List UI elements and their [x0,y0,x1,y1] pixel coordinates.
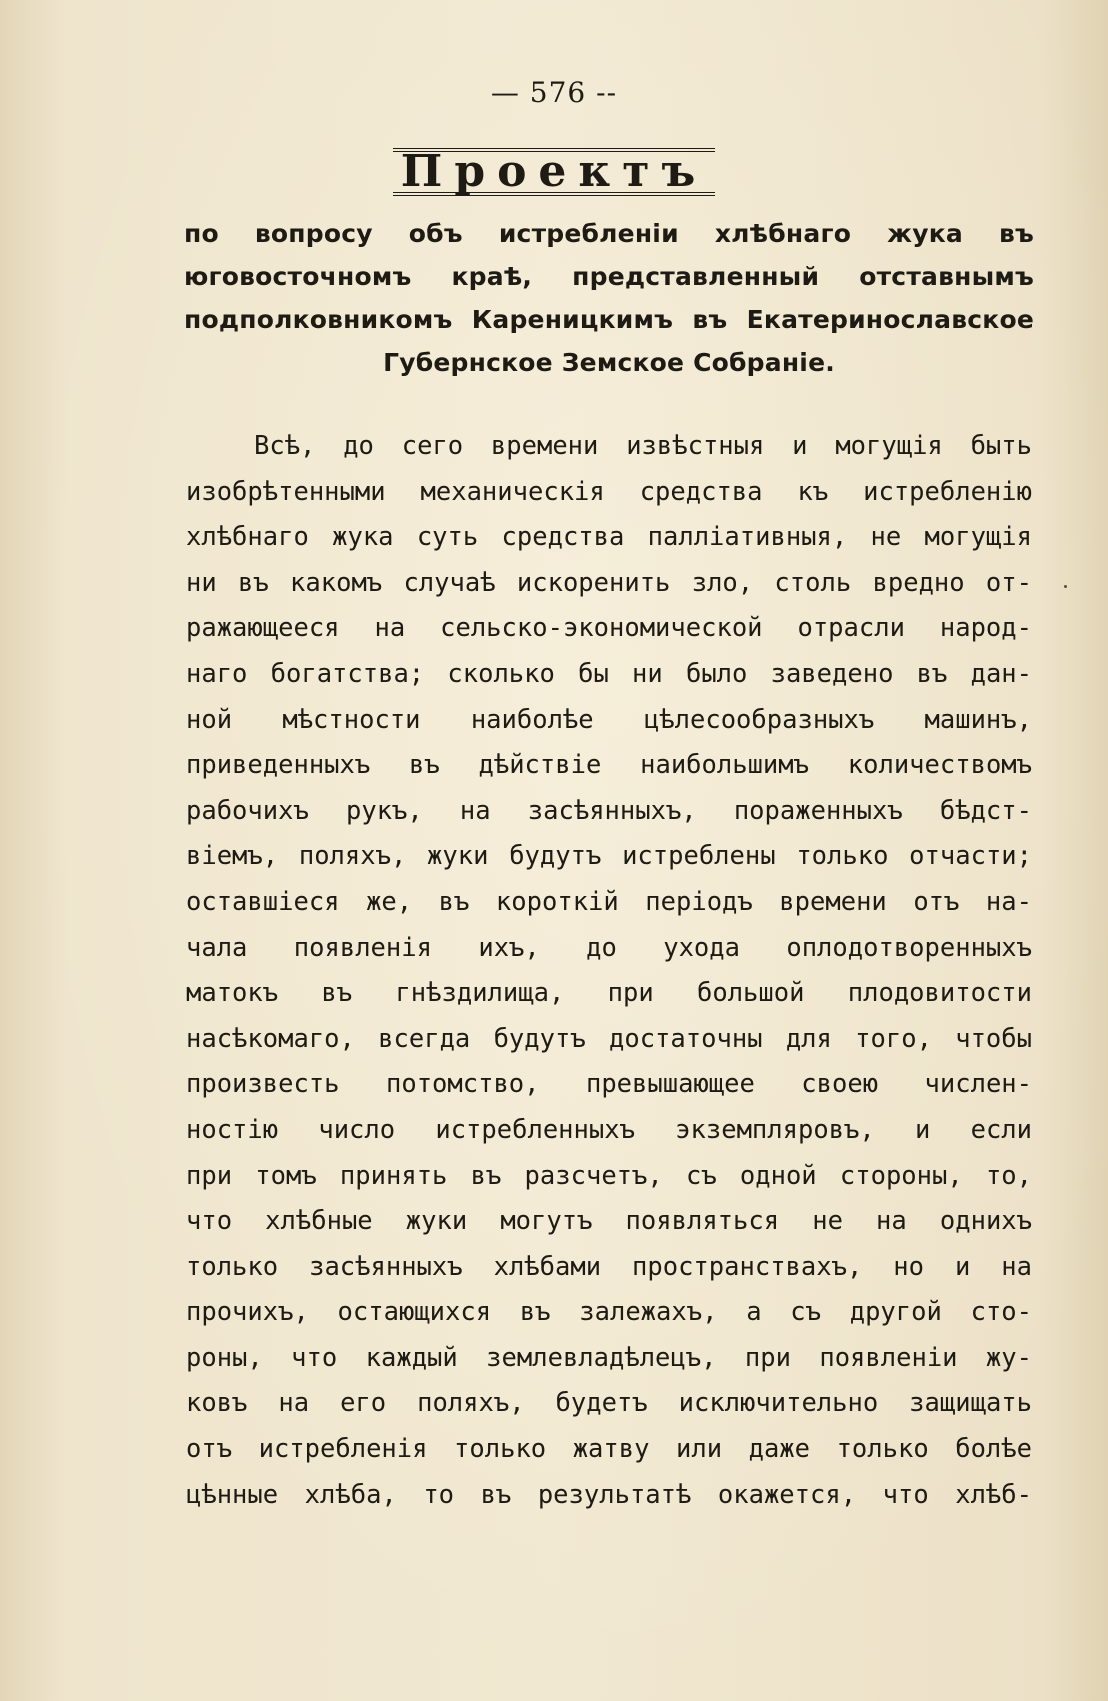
text-line: что хлѣбные жуки могутъ появляться не на однихъ [186,1206,1032,1237]
text-line: только засѣянныхъ хлѣбами пространствахъ, но и на [186,1251,1032,1282]
text-line: Всѣ, до сего времени извѣстныя и могущія быть [254,431,1032,461]
text-line: ковъ на его поляхъ, будетъ исключительно защищать [186,1388,1032,1419]
document-subtitle: по вопросу объ истребленіи хлѣбнаго жука въ юговосточномъ краѣ, представленный отставнымъ подполковникомъ Кареницкимъ въ Екатеринославское Губернское Земское Собраніе. [184,219,1034,377]
text-line: роны, что каждый землевладѣлецъ, при появленіи жу- [186,1342,1032,1373]
text-line: изобрѣтенными механическія средства къ истребленію [186,476,1032,507]
text-line: хлѣбнаго жука суть средства палліативныя, не могущія [186,522,1032,553]
text-line: насѣкомаго, всегда будутъ достаточны для того, чтобы [186,1023,1032,1054]
text-line: произвесть потомство, превышающее своею числен- [186,1069,1032,1100]
text-line: оставшіеся же, въ короткій періодъ времени отъ на- [186,886,1032,917]
text-line: наго богатства; сколько бы ни было заведено въ дан- [186,658,1032,689]
document-title [0,142,1108,202]
text-line: приведенныхъ въ дѣйствіе наибольшимъ количествомъ [186,750,1032,781]
text-line: віемъ, поляхъ, жуки будутъ истреблены только отчасти; [186,841,1032,872]
text-line: рабочихъ рукъ, на засѣянныхъ, пораженныхъ бѣдст- [186,795,1032,826]
document-title-text: Проектъ [393,148,715,196]
text-line: цѣнные хлѣба, то въ результатѣ окажется, что хлѣб- [186,1479,1032,1510]
text-line: прочихъ, остающихся въ залежахъ, а съ другой сто- [186,1297,1032,1328]
text-line: матокъ въ гнѣздилища, при большой плодовитости [186,978,1032,1009]
text-line: отъ истребленія только жатву или даже только болѣе [186,1434,1032,1465]
text-line: ражающееся на сельско-экономической отрасли народ- [186,613,1032,644]
page-number: — 576 -- [490,76,618,109]
text-line: ной мѣстности наиболѣе цѣлесообразныхъ машинъ, [186,704,1032,735]
text-line: ностію число истребленныхъ экземпляровъ, и если [186,1114,1032,1145]
ink-speck [1064,585,1067,588]
text-line: чала появленія ихъ, до ухода оплодотворенныхъ [186,932,1032,963]
body-paragraph [186,424,1032,1518]
text-line: при томъ принять въ разсчетъ, съ одной стороны, то, [186,1160,1032,1191]
text-line: ни въ какомъ случаѣ искоренить зло, столь вредно от- [186,567,1032,598]
